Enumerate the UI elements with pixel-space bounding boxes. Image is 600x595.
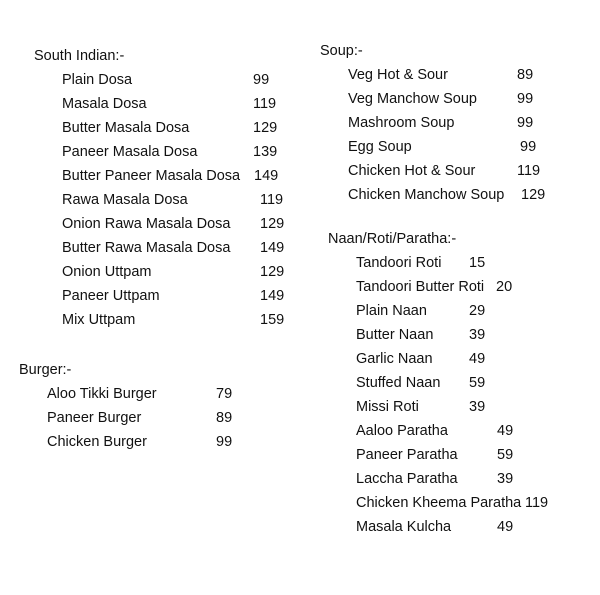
menu-item-name: Tandoori Roti — [356, 255, 442, 271]
menu-item-price: 39 — [497, 471, 514, 487]
menu-item-price: 59 — [469, 375, 486, 391]
menu-item-price: 99 — [517, 91, 534, 107]
menu-item-price: 39 — [469, 327, 486, 343]
menu-item-price: 49 — [469, 351, 486, 367]
menu-item-price: 119 — [253, 96, 277, 112]
menu-item-price: 139 — [253, 144, 278, 160]
menu-item-price: 99 — [253, 72, 270, 88]
menu-item-price: 15 — [469, 255, 486, 271]
section-heading-south-indian: South Indian:- — [34, 48, 125, 64]
menu-item-name: Masala Kulcha — [356, 519, 452, 535]
menu-item-price: 119 — [525, 495, 549, 511]
menu-item-price: 149 — [254, 168, 279, 184]
menu-item-price: 99 — [520, 139, 537, 155]
menu-item-name: Laccha Paratha — [356, 471, 458, 487]
menu-item-name: Butter Naan — [356, 327, 434, 343]
menu-item-price: 119 — [517, 163, 541, 179]
section-heading-naan: Naan/Roti/Paratha:- — [328, 231, 457, 247]
menu-item-price: 20 — [496, 279, 513, 295]
menu-item-name: Stuffed Naan — [356, 375, 441, 391]
menu-item-name: Mix Uttpam — [62, 312, 136, 328]
menu-item-name: Paneer Uttpam — [62, 288, 160, 304]
menu-item-name: Chicken Hot & Sour — [348, 163, 476, 179]
menu-item-name: Chicken Burger — [47, 434, 147, 450]
menu-item-name: Butter Masala Dosa — [62, 120, 190, 136]
menu-item-name: Mashroom Soup — [348, 115, 455, 131]
menu-item-price: 79 — [216, 386, 233, 402]
menu-item-name: Onion Uttpam — [62, 264, 152, 280]
menu-item-name: Veg Hot & Sour — [348, 67, 448, 83]
menu-item-name: Tandoori Butter Roti — [356, 279, 485, 295]
menu-item-price: 129 — [260, 216, 285, 232]
menu-item-price: 29 — [469, 303, 486, 319]
menu-item-price: 99 — [517, 115, 534, 131]
menu-item-price: 39 — [469, 399, 486, 415]
menu-item-name: Garlic Naan — [356, 351, 433, 367]
menu-item-price: 129 — [521, 187, 546, 203]
menu-item-name: Onion Rawa Masala Dosa — [62, 216, 231, 232]
menu-item-name: Paneer Paratha — [356, 447, 458, 463]
menu-item-name: Butter Rawa Masala Dosa — [62, 240, 231, 256]
menu-item-name: Paneer Burger — [47, 410, 142, 426]
menu-item-price: 149 — [260, 288, 285, 304]
menu-item-price: 149 — [260, 240, 285, 256]
menu-item-name: Plain Dosa — [62, 72, 133, 88]
menu-item-price: 89 — [517, 67, 534, 83]
section-heading-burger: Burger:- — [19, 362, 72, 378]
menu-item-name: Butter Paneer Masala Dosa — [62, 168, 241, 184]
menu-item-name: Veg Manchow Soup — [348, 91, 477, 107]
menu-item-name: Masala Dosa — [62, 96, 147, 112]
menu-item-price: 119 — [260, 192, 284, 208]
menu-item-name: Chicken Kheema Paratha — [356, 495, 522, 511]
menu-item-name: Egg Soup — [348, 139, 412, 155]
menu-item-name: Plain Naan — [356, 303, 427, 319]
menu-item-price: 129 — [253, 120, 278, 136]
menu-item-name: Aloo Tikki Burger — [47, 386, 157, 402]
menu-item-price: 49 — [497, 519, 514, 535]
menu-item-name: Paneer Masala Dosa — [62, 144, 198, 160]
menu-item-price: 159 — [260, 312, 285, 328]
menu-item-name: Rawa Masala Dosa — [62, 192, 188, 208]
menu-item-name: Chicken Manchow Soup — [348, 187, 505, 203]
menu-item-price: 49 — [497, 423, 514, 439]
menu-item-name: Missi Roti — [356, 399, 419, 415]
menu-item-price: 89 — [216, 410, 233, 426]
menu-item-price: 129 — [260, 264, 285, 280]
menu-item-price: 99 — [216, 434, 233, 450]
menu-item-name: Aaloo Paratha — [356, 423, 448, 439]
menu-item-price: 59 — [497, 447, 514, 463]
section-heading-soup: Soup:- — [320, 43, 363, 59]
